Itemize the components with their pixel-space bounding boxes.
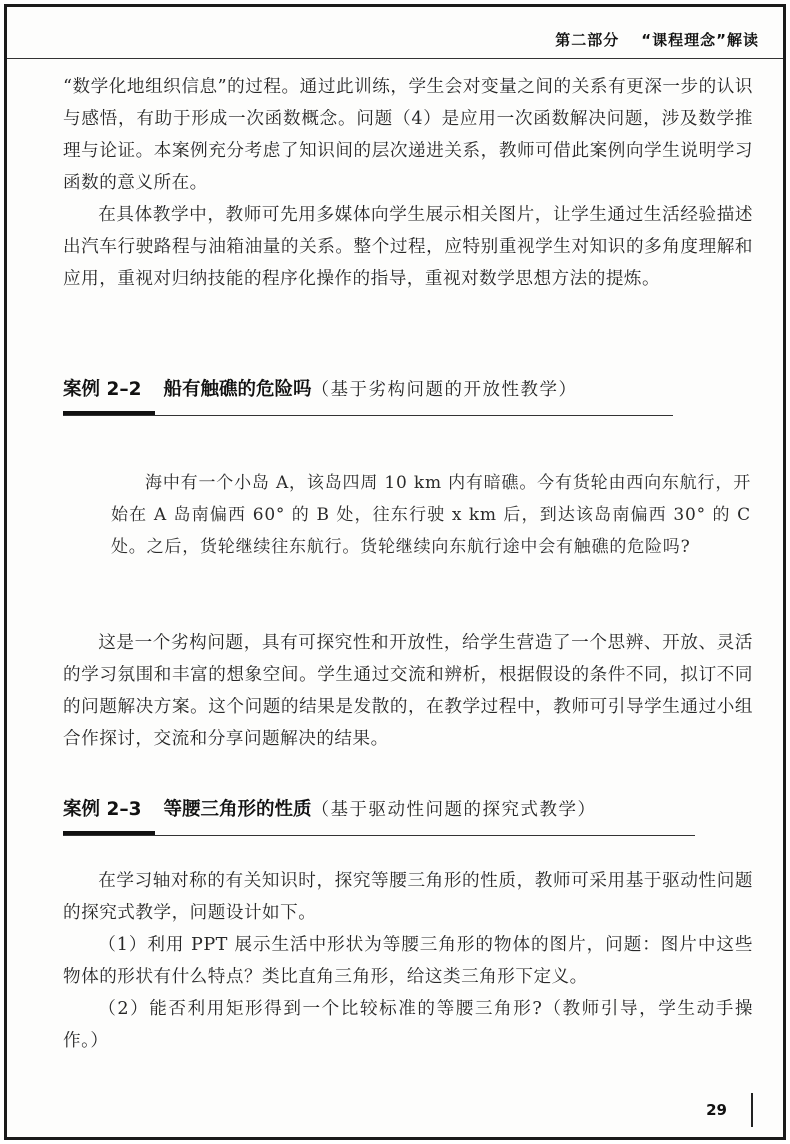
footer-bar [751,1093,753,1127]
case-label: 案例 2–2 [63,379,142,400]
question-2: （2）能否利用矩形得到一个比较标准的等腰三角形?（教师引导，学生动手操作。） [63,999,753,1051]
paragraph: 在具体教学中，教师可先用多媒体向学生展示相关图片，让学生通过生活经验描述出汽车行驶路程与油箱油量的关系。整个过程，应特别重视学生对知识的多角度理解和应用，重视对归纳技能的程序化操作的指导，重视对数学思想方法的提炼。 [63,205,753,289]
case-subtitle: （基于劣构问题的开放性教学） [311,380,578,400]
paragraph: 这是一个劣构问题，具有可探究性和开放性，给学生营造了一个思辨、开放、灵活的学习氛围和丰富的想象空间。学生通过交流和辨析，根据假设的条件不同，拟订不同的问题解决方案。这个问题的结果是发散的，在教学过程中，教师可引导学生通过小组合作探讨，交流和分享问题解决的结果。 [63,633,753,749]
question-1: （1）利用 PPT 展示生活中形状为等腰三角形的物体的图片，问题：图片中这些物体的形状有什么特点？类比直角三角形，给这类三角形下定义。 [63,935,753,987]
running-header [7,25,783,59]
case-2-3-body [63,865,753,1057]
case-2-3-heading [63,795,596,851]
case-2-2-problem: 海中有一个小岛 A，该岛四周 10 km 内有暗礁。今有货轮由西向东航行，开始在 A 岛南偏西 60° 的 B 处，往东行驶 x km 后，到达该岛南偏西 30° 的 C 处。之后，货轮继续往东航行。货轮继续向东航行途中会有触礁的危险吗? [111,473,751,557]
section-intro [63,71,753,295]
case-label: 案例 2–3 [63,799,142,820]
case-2-2-heading [63,375,577,431]
case-title: 等腰三角形的性质 [163,799,312,820]
book-page [4,4,786,1140]
header-chapter: “课程理念”解读 [641,31,759,49]
case-title: 船有触礁的危险吗 [163,379,312,400]
paragraph: “数学化地组织信息”的过程。通过此训练，学生会对变量之间的关系有更深一步的认识与感悟，有助于形成一次函数概念。问题（4）是应用一次函数解决问题，涉及数学推理与论证。本案例充分考虑了知识间的层次递进关系，教师可借此案例向学生说明学习函数的意义所在。 [63,77,753,193]
heading-rule-thin [63,835,695,836]
header-text [555,29,759,50]
case-2-2-discussion [63,627,753,755]
header-part: 第二部分 [555,31,620,49]
case-subtitle: （基于驱动性问题的探究式教学） [311,800,597,820]
page-number: 29 [706,1101,727,1119]
paragraph: 在学习轴对称的有关知识时，探究等腰三角形的性质，教师可采用基于驱动性问题的探究式教学，问题设计如下。 [63,871,753,923]
heading-rule-thin [63,415,673,416]
